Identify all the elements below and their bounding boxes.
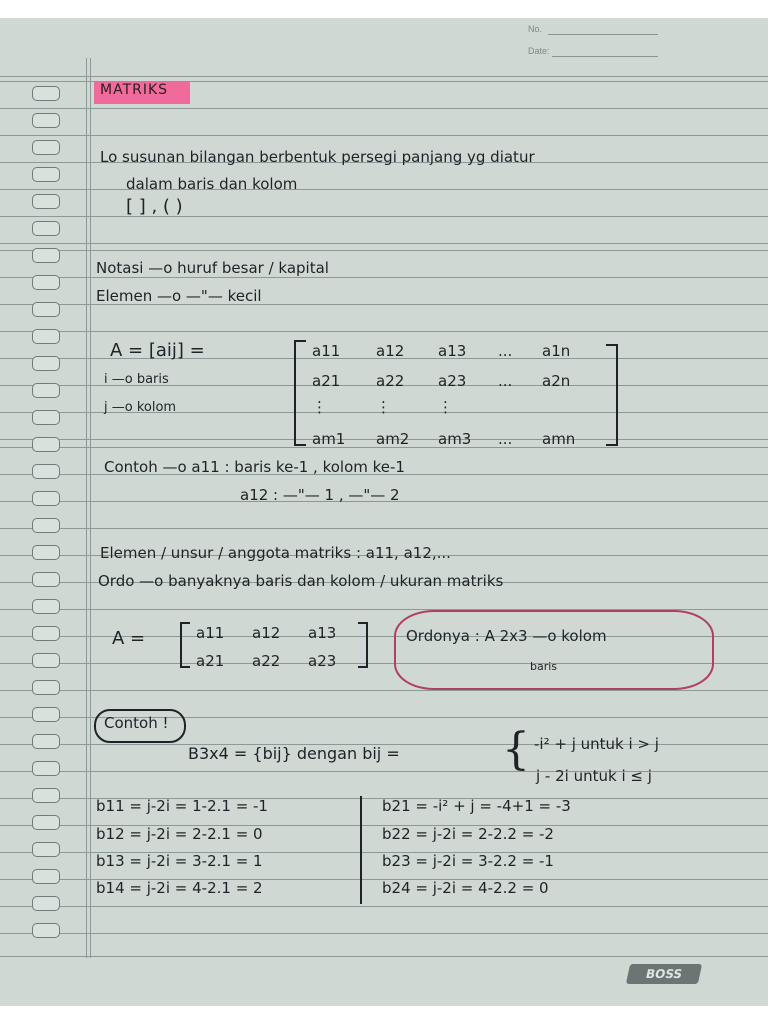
binder-hole bbox=[32, 734, 60, 749]
binder-hole bbox=[32, 464, 60, 479]
case-brace: { bbox=[502, 724, 530, 775]
matrix2-lhs: A = bbox=[112, 628, 146, 649]
computation-right-row: b21 = -i² + j = -4+1 = -3 bbox=[382, 797, 571, 815]
ruled-line bbox=[0, 76, 768, 77]
binder-hole bbox=[32, 815, 60, 830]
elements-line: Elemen / unsur / anggota matriks : a11, a12,... bbox=[100, 544, 451, 562]
matrix2-left-bracket bbox=[180, 622, 190, 668]
matrix-cell: ... bbox=[498, 342, 513, 360]
matrix-cell: a23 bbox=[438, 372, 467, 390]
matrix2-cell: a11 bbox=[196, 624, 225, 642]
matrix-cell: a13 bbox=[438, 342, 467, 360]
binder-hole bbox=[32, 86, 60, 101]
notation-line-1: Notasi —o huruf besar / kapital bbox=[96, 259, 329, 277]
ordo-sub: baris bbox=[530, 660, 558, 673]
binder-hole bbox=[32, 653, 60, 668]
binder-hole bbox=[32, 491, 60, 506]
ruled-line bbox=[0, 189, 768, 190]
ruled-line bbox=[0, 906, 768, 907]
j-label: j —o kolom bbox=[104, 400, 177, 415]
matrix2-cell: a13 bbox=[308, 624, 337, 642]
ruled-line bbox=[0, 771, 768, 772]
no-label: No. bbox=[528, 24, 543, 34]
margin-line bbox=[86, 58, 87, 958]
binder-hole bbox=[32, 545, 60, 560]
case-1: -i² + j untuk i > j bbox=[534, 735, 659, 753]
matrix-cell: a12 bbox=[376, 342, 405, 360]
binder-hole bbox=[32, 572, 60, 587]
matrix-cell: am2 bbox=[376, 430, 410, 448]
ruled-line bbox=[0, 331, 768, 332]
computation-left-row: b12 = j-2i = 2-2.1 = 0 bbox=[96, 825, 263, 843]
binder-hole bbox=[32, 788, 60, 803]
computation-divider bbox=[360, 796, 362, 904]
ruled-line bbox=[0, 956, 768, 957]
definition-line-2: dalam baris dan kolom bbox=[126, 175, 298, 193]
ordo-line: Ordo —o banyaknya baris dan kolom / ukuran matriks bbox=[98, 572, 504, 590]
matrix2-cell: a23 bbox=[308, 652, 337, 670]
binder-hole bbox=[32, 842, 60, 857]
matrix-cell: am3 bbox=[438, 430, 472, 448]
definition-line-3: [ ] , ( ) bbox=[126, 196, 183, 217]
ruled-line bbox=[0, 933, 768, 934]
binder-hole bbox=[32, 275, 60, 290]
ruled-line bbox=[0, 528, 768, 529]
binder-hole bbox=[32, 383, 60, 398]
general-matrix-lhs: A = [aij] = bbox=[110, 340, 205, 361]
binder-hole bbox=[32, 680, 60, 695]
computation-right-row: b23 = j-2i = 3-2.2 = -1 bbox=[382, 852, 554, 870]
binder-hole bbox=[32, 869, 60, 884]
no-line bbox=[548, 34, 658, 35]
date-line bbox=[552, 56, 658, 57]
matrix-cell: ⋮ bbox=[312, 398, 327, 416]
example1-line-2: a12 : —"— 1 , —"— 2 bbox=[240, 486, 400, 504]
matrix-cell: ... bbox=[498, 372, 513, 390]
example2-definition: B3x4 = {bij} dengan bij = bbox=[188, 744, 400, 763]
margin-line-inner bbox=[90, 58, 91, 958]
binder-hole bbox=[32, 518, 60, 533]
general-matrix-left-bracket bbox=[294, 340, 306, 446]
matrix-cell: a2n bbox=[542, 372, 571, 390]
binder-hole bbox=[32, 302, 60, 317]
example2-label: Contoh ! bbox=[104, 714, 169, 732]
matrix-cell: a11 bbox=[312, 342, 341, 360]
ordo-text: Ordonya : A 2x3 —o kolom bbox=[406, 627, 607, 645]
matrix-cell: a21 bbox=[312, 372, 341, 390]
page-title: MATRIKS bbox=[100, 82, 169, 98]
ruled-line bbox=[0, 250, 768, 251]
date-label: Date: bbox=[528, 46, 550, 56]
computation-right-row: b24 = j-2i = 4-2.2 = 0 bbox=[382, 879, 549, 897]
matrix2-cell: a22 bbox=[252, 652, 281, 670]
computation-left-row: b14 = j-2i = 4-2.1 = 2 bbox=[96, 879, 263, 897]
binder-hole bbox=[32, 194, 60, 209]
binder-hole bbox=[32, 896, 60, 911]
binder-hole bbox=[32, 761, 60, 776]
i-label: i —o baris bbox=[104, 372, 169, 387]
ruled-line bbox=[0, 277, 768, 278]
binder-hole bbox=[32, 437, 60, 452]
computation-right-row: b22 = j-2i = 2-2.2 = -2 bbox=[382, 825, 554, 843]
binder-hole bbox=[32, 248, 60, 263]
matrix-cell: amn bbox=[542, 430, 576, 448]
binder-hole bbox=[32, 626, 60, 641]
ruled-line bbox=[0, 108, 768, 109]
binder-hole bbox=[32, 221, 60, 236]
matrix2-right-bracket bbox=[358, 622, 368, 668]
ruled-line bbox=[0, 243, 768, 244]
computation-left-row: b11 = j-2i = 1-2.1 = -1 bbox=[96, 797, 268, 815]
binder-hole bbox=[32, 329, 60, 344]
matrix-cell: a22 bbox=[376, 372, 405, 390]
computation-left-row: b13 = j-2i = 3-2.1 = 1 bbox=[96, 852, 263, 870]
matrix-cell: ⋮ bbox=[376, 398, 391, 416]
matrix-cell: a1n bbox=[542, 342, 571, 360]
ruled-line bbox=[0, 216, 768, 217]
ordo-cloud bbox=[394, 610, 714, 690]
binder-hole bbox=[32, 140, 60, 155]
matrix-cell: ... bbox=[498, 430, 513, 448]
definition-line-1: Lo susunan bilangan berbentuk persegi panjang yg diatur bbox=[100, 148, 535, 166]
ruled-line bbox=[0, 690, 768, 691]
example1-line-1: Contoh —o a11 : baris ke-1 , kolom ke-1 bbox=[104, 458, 405, 476]
binder-hole bbox=[32, 923, 60, 938]
matrix-cell: am1 bbox=[312, 430, 346, 448]
ruled-line bbox=[0, 135, 768, 136]
binder-hole bbox=[32, 707, 60, 722]
binder-hole bbox=[32, 113, 60, 128]
matrix2-cell: a21 bbox=[196, 652, 225, 670]
case-2: j - 2i untuk i ≤ j bbox=[536, 767, 652, 785]
general-matrix-right-bracket bbox=[606, 344, 618, 446]
matrix2-cell: a12 bbox=[252, 624, 281, 642]
brand-logo: BOSS bbox=[626, 964, 702, 984]
notation-line-2: Elemen —o —"— kecil bbox=[96, 287, 262, 305]
binder-hole bbox=[32, 356, 60, 371]
binder-hole bbox=[32, 410, 60, 425]
binder-hole bbox=[32, 167, 60, 182]
matrix-cell: ⋮ bbox=[438, 398, 453, 416]
binder-hole bbox=[32, 599, 60, 614]
